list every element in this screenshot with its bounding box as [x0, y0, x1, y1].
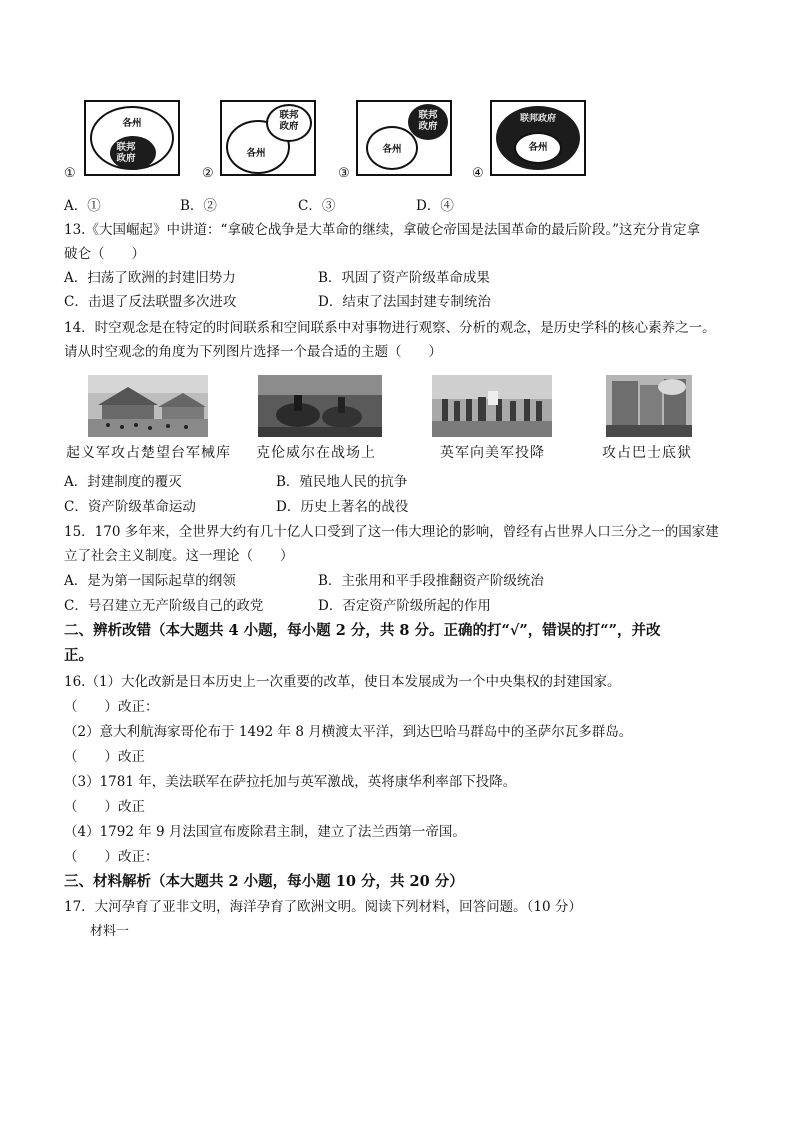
q14-option-c: C．资产阶级革命运动: [64, 499, 196, 515]
q13-option-b: B．巩固了资产阶级革命成果: [318, 270, 490, 286]
diagram-1-outer-label: 各州: [122, 118, 142, 129]
q14-option-d: D．历史上著名的战役: [276, 499, 409, 515]
diagram-3-small-label: 联邦政府: [418, 110, 438, 132]
q13-stem-line2: 破仑（ ）: [64, 246, 145, 262]
q14-stem-line1: 14．时空观念是在特定的时间联系和空间联系中对事物进行观察、分析的观念，是历史学科的核心素养之一。: [64, 320, 716, 336]
q16-answer-2[interactable]: （ ）改正: [64, 749, 145, 765]
diagram-4-inner-label: 各州: [528, 142, 548, 153]
diagram-4-number: ④: [472, 166, 484, 181]
q16-statement-3: （3）1781 年，美法联军在萨拉托加与英军激战，英将康华利率部下投降。: [64, 774, 517, 790]
diagram-3-number: ③: [338, 166, 350, 181]
diagram-2-big-label: 各州: [246, 148, 266, 159]
photo-storming-bastille: [606, 375, 692, 437]
q12-option-b: B．②: [180, 198, 217, 214]
q15-option-b: B．主张用和平手段推翻资产阶级统治: [318, 573, 544, 589]
q13-option-c: C．击退了反法联盟多次进攻: [64, 294, 237, 310]
diagram-1-inner-label: 联邦政府: [116, 142, 136, 164]
q16-answer-3[interactable]: （ ）改正: [64, 799, 145, 815]
q16-statement-1: 16.（1）大化改新是日本历史上一次重要的改革，使日本发展成为一个中央集权的封建国家。: [64, 674, 621, 690]
q13-option-a: A．扫荡了欧洲的封建旧势力: [64, 270, 236, 286]
q16-statement-2: （2）意大利航海家哥伦布于 1492 年 8 月横渡太平洋，到达巴哈马群岛中的圣萨尔瓦多群岛。: [64, 724, 633, 740]
caption-1: 起义军攻占楚望台军械库: [66, 445, 231, 461]
diagram-1-number: ①: [64, 166, 76, 181]
q17-material-label: 材料一: [90, 924, 130, 939]
q13-option-d: D．结束了法国封建专制统治: [318, 294, 491, 310]
section2-title-line1: 二、辨析改错（本大题共 4 小题，每小题 2 分，共 8 分。正确的打“√”，错误的打“”，并改: [64, 622, 661, 639]
section2-title-line2: 正。: [64, 647, 93, 664]
photo-british-surrender: [432, 375, 552, 437]
q15-option-c: C．号召建立无产阶级自己的政党: [64, 598, 264, 614]
q12-option-c: C．③: [298, 198, 336, 214]
diagram-2-number: ②: [202, 166, 214, 181]
diagram-2-small-label: 联邦政府: [279, 110, 299, 132]
photo-wuchang-armory: [88, 375, 208, 437]
caption-4: 攻占巴士底狱: [602, 445, 692, 461]
diagram-3-big-label: 各州: [382, 144, 402, 155]
q15-stem-line2: 立了社会主义制度。这一理论（ ）: [64, 548, 294, 564]
photo-cromwell-battlefield: [258, 375, 382, 437]
section3-title: 三、材料解析（本大题共 2 小题，每小题 10 分，共 20 分）: [64, 873, 464, 890]
q17-stem: 17．大河孕育了亚非文明，海洋孕育了欧洲文明。阅读下列材料，回答问题。（10 分）: [64, 899, 582, 915]
q12-option-d: D．④: [416, 198, 454, 214]
caption-3: 英军向美军投降: [440, 445, 545, 461]
q16-statement-4: （4）1792 年 9 月法国宣布废除君主制，建立了法兰西第一帝国。: [64, 824, 466, 840]
caption-2: 克伦威尔在战场上: [256, 445, 376, 461]
q15-option-a: A．是为第一国际起草的纲领: [64, 573, 236, 589]
q14-option-a: A．封建制度的覆灭: [64, 474, 182, 490]
q12-option-a: A．①: [64, 198, 101, 214]
q13-stem-line1: 13.《大国崛起》中讲道：“拿破仑战争是大革命的继续，拿破仑帝国是法国革命的最后阶段。”这充分肯定拿: [64, 222, 701, 238]
q15-stem-line1: 15．170 多年来，全世界大约有几十亿人口受到了这一伟大理论的影响，曾经有占世界人口三分之一的国家建: [64, 524, 719, 540]
q15-option-d: D．否定资产阶级所起的作用: [318, 598, 491, 614]
q16-answer-1[interactable]: （ ）改正：: [64, 699, 159, 715]
q16-answer-4[interactable]: （ ）改正：: [64, 849, 159, 865]
q14-option-b: B．殖民地人民的抗争: [276, 474, 408, 490]
diagram-4-outer-label: 联邦政府: [519, 114, 556, 124]
q14-stem-line2: 请从时空观念的角度为下列图片选择一个最合适的主题（ ）: [64, 344, 442, 360]
